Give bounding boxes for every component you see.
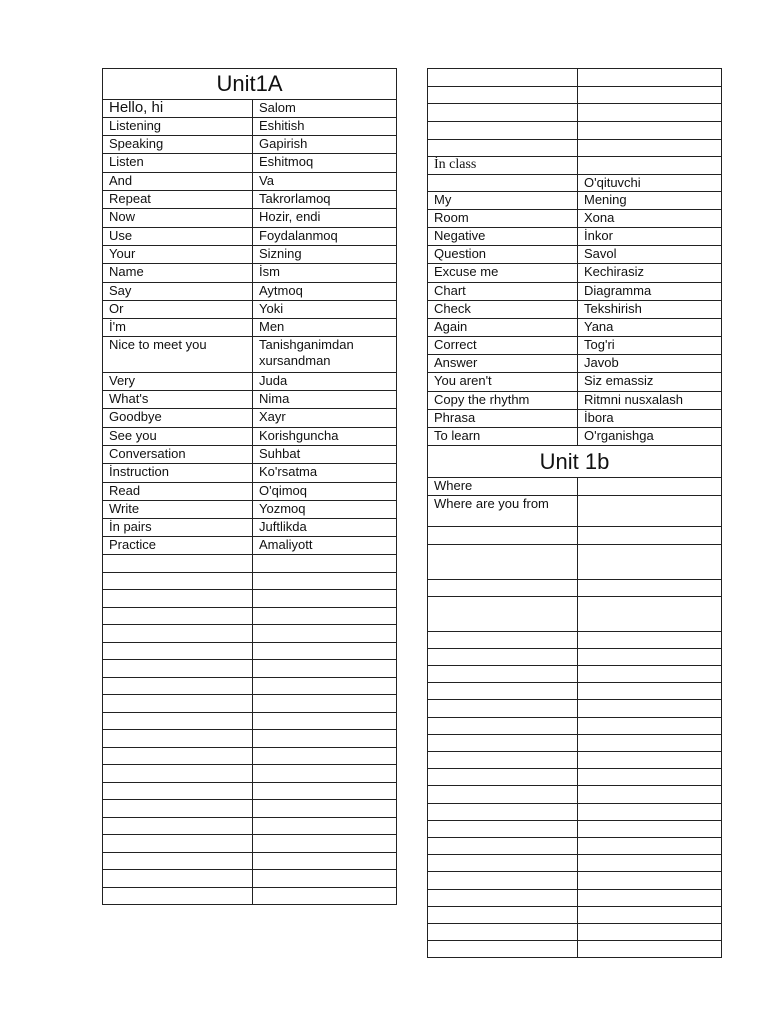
table-row xyxy=(428,649,722,666)
uzbek-translation-cell xyxy=(253,800,397,818)
english-word-cell: Name xyxy=(103,264,253,283)
english-word-cell xyxy=(103,643,253,660)
uzbek-translation-cell xyxy=(578,735,722,752)
table-row xyxy=(103,800,397,818)
table-row xyxy=(103,391,397,409)
english-word-cell: Now xyxy=(103,209,253,228)
table-row xyxy=(428,69,722,87)
english-word-cell: Check xyxy=(428,301,578,319)
table-row xyxy=(103,573,397,590)
uzbek-translation-cell xyxy=(253,695,397,713)
table-row xyxy=(103,154,397,173)
uzbek-translation-cell xyxy=(578,872,722,890)
english-word-cell xyxy=(103,800,253,818)
english-word-cell xyxy=(428,907,578,924)
uzbek-translation-cell: Juftlikda xyxy=(253,519,397,537)
english-word-cell: Hello, hi xyxy=(103,100,253,118)
table-row xyxy=(103,818,397,835)
unit1a-table xyxy=(102,68,397,905)
uzbek-translation-cell xyxy=(253,678,397,695)
english-word-cell xyxy=(428,735,578,752)
english-word-cell xyxy=(103,765,253,783)
table-row xyxy=(103,118,397,136)
english-word-cell xyxy=(428,872,578,890)
uzbek-translation-cell xyxy=(253,660,397,678)
table-row xyxy=(428,104,722,122)
table-row xyxy=(103,409,397,428)
english-word-cell xyxy=(103,888,253,905)
unit1b-title: Unit 1b xyxy=(428,446,722,478)
uzbek-translation-cell xyxy=(253,730,397,748)
english-word-cell xyxy=(103,730,253,748)
english-word-cell: Listen xyxy=(103,154,253,173)
table-row xyxy=(428,786,722,804)
table-row xyxy=(428,527,722,545)
english-word-cell xyxy=(428,924,578,941)
table-row xyxy=(103,191,397,209)
english-word-cell xyxy=(428,597,578,632)
uzbek-translation-cell xyxy=(578,87,722,104)
uzbek-translation-cell xyxy=(578,527,722,545)
uzbek-translation-cell: Yoki xyxy=(253,301,397,319)
uzbek-translation-cell: Diagramma xyxy=(578,283,722,301)
table-row xyxy=(103,228,397,246)
unit1b-table xyxy=(427,68,722,958)
uzbek-translation-cell xyxy=(578,752,722,769)
uzbek-translation-cell: Xona xyxy=(578,210,722,228)
table-row xyxy=(428,355,722,373)
table-row xyxy=(103,173,397,191)
table-row xyxy=(428,264,722,283)
english-word-cell xyxy=(103,678,253,695)
english-word-cell: Conversation xyxy=(103,446,253,464)
uzbek-translation-cell: Hozir, endi xyxy=(253,209,397,228)
english-word-cell: Very xyxy=(103,373,253,391)
english-word-cell: Chart xyxy=(428,283,578,301)
table-row xyxy=(103,246,397,264)
english-word-cell: Or xyxy=(103,301,253,319)
uzbek-translation-cell xyxy=(578,769,722,786)
table-row xyxy=(103,608,397,625)
english-word-cell xyxy=(428,666,578,683)
english-word-cell xyxy=(428,890,578,907)
table-row xyxy=(428,210,722,228)
uzbek-translation-cell: Juda xyxy=(253,373,397,391)
english-word-cell: And xyxy=(103,173,253,191)
english-word-cell xyxy=(428,87,578,104)
uzbek-translation-cell xyxy=(253,748,397,765)
uzbek-translation-cell: Savol xyxy=(578,246,722,264)
uzbek-translation-cell: Gapirish xyxy=(253,136,397,154)
table-row xyxy=(428,580,722,597)
uzbek-translation-cell xyxy=(253,888,397,905)
table-row xyxy=(103,783,397,800)
english-word-cell: Say xyxy=(103,283,253,301)
english-word-cell: Your xyxy=(103,246,253,264)
english-word-cell xyxy=(103,870,253,888)
table-row xyxy=(103,428,397,446)
table-row xyxy=(428,718,722,735)
table-row xyxy=(103,100,397,118)
uzbek-translation-cell xyxy=(253,765,397,783)
table-row xyxy=(428,632,722,649)
english-word-cell: Answer xyxy=(428,355,578,373)
table-row xyxy=(103,483,397,501)
table-row xyxy=(428,175,722,192)
table-row xyxy=(428,769,722,786)
english-word-cell: To learn xyxy=(428,428,578,446)
english-word-cell xyxy=(428,104,578,122)
table-row xyxy=(103,835,397,853)
english-word-cell xyxy=(428,545,578,580)
english-word-cell: Goodbye xyxy=(103,409,253,428)
english-word-cell xyxy=(428,855,578,872)
table-row xyxy=(428,735,722,752)
table-row xyxy=(103,209,397,228)
uzbek-translation-cell xyxy=(578,838,722,855)
uzbek-translation-cell xyxy=(578,890,722,907)
english-word-cell: İn class xyxy=(428,157,578,175)
english-word-cell xyxy=(428,718,578,735)
unit1b-title-section xyxy=(428,446,722,478)
english-word-cell: Copy the rhythm xyxy=(428,392,578,410)
uzbek-translation-cell xyxy=(253,713,397,730)
uzbek-translation-cell: İsm xyxy=(253,264,397,283)
english-word-cell: Listening xyxy=(103,118,253,136)
uzbek-translation-cell: Xayr xyxy=(253,409,397,428)
table-row xyxy=(428,301,722,319)
english-word-cell: İ'm xyxy=(103,319,253,337)
english-word-cell xyxy=(428,175,578,192)
uzbek-translation-cell: Tog'ri xyxy=(578,337,722,355)
uzbek-translation-cell: Eshitish xyxy=(253,118,397,136)
table-row xyxy=(103,337,397,373)
uzbek-translation-cell: Sizning xyxy=(253,246,397,264)
uzbek-translation-cell: Va xyxy=(253,173,397,191)
uzbek-translation-cell xyxy=(253,783,397,800)
english-word-cell xyxy=(103,853,253,870)
english-word-cell: Question xyxy=(428,246,578,264)
uzbek-translation-cell: O'qimoq xyxy=(253,483,397,501)
english-word-cell: Correct xyxy=(428,337,578,355)
english-word-cell: Where xyxy=(428,478,578,496)
unit1b-top-body xyxy=(428,69,722,446)
table-row xyxy=(428,838,722,855)
english-word-cell xyxy=(103,783,253,800)
table-row xyxy=(103,537,397,555)
english-word-cell xyxy=(103,573,253,590)
uzbek-translation-cell xyxy=(578,140,722,157)
uzbek-translation-cell xyxy=(253,608,397,625)
unit1a-title: Unit1A xyxy=(103,69,397,100)
uzbek-translation-cell: Takrorlamoq xyxy=(253,191,397,209)
uzbek-translation-cell xyxy=(253,870,397,888)
english-word-cell: Room xyxy=(428,210,578,228)
table-row xyxy=(428,283,722,301)
table-row xyxy=(103,446,397,464)
table-row xyxy=(428,700,722,718)
table-row xyxy=(428,246,722,264)
table-row xyxy=(428,319,722,337)
table-row xyxy=(103,643,397,660)
uzbek-translation-cell xyxy=(578,157,722,175)
uzbek-translation-cell: Mening xyxy=(578,192,722,210)
english-word-cell: Where are you from xyxy=(428,496,578,527)
table-row xyxy=(428,157,722,175)
table-row xyxy=(428,373,722,392)
table-row xyxy=(103,501,397,519)
english-word-cell xyxy=(428,527,578,545)
uzbek-translation-cell: Suhbat xyxy=(253,446,397,464)
uzbek-translation-cell xyxy=(253,573,397,590)
uzbek-translation-cell xyxy=(253,835,397,853)
uzbek-translation-cell xyxy=(578,855,722,872)
english-word-cell xyxy=(103,835,253,853)
uzbek-translation-cell: Aytmoq xyxy=(253,283,397,301)
english-word-cell: Practice xyxy=(103,537,253,555)
table-row xyxy=(428,87,722,104)
table-row xyxy=(103,136,397,154)
uzbek-translation-cell: Nima xyxy=(253,391,397,409)
english-word-cell: Write xyxy=(103,501,253,519)
uzbek-translation-cell xyxy=(578,496,722,527)
uzbek-translation-cell: O'rganishga xyxy=(578,428,722,446)
uzbek-translation-cell: Javob xyxy=(578,355,722,373)
table-row xyxy=(103,555,397,573)
uzbek-translation-cell xyxy=(578,924,722,941)
uzbek-translation-cell xyxy=(578,683,722,700)
english-word-cell: Speaking xyxy=(103,136,253,154)
uzbek-translation-cell xyxy=(578,122,722,140)
uzbek-translation-cell xyxy=(578,666,722,683)
uzbek-translation-cell xyxy=(578,700,722,718)
english-word-cell xyxy=(103,748,253,765)
table-row xyxy=(103,660,397,678)
uzbek-translation-cell xyxy=(578,478,722,496)
table-row xyxy=(103,765,397,783)
english-word-cell: See you xyxy=(103,428,253,446)
table-row xyxy=(428,597,722,632)
english-word-cell: What's xyxy=(103,391,253,409)
english-word-cell: My xyxy=(428,192,578,210)
uzbek-translation-cell: Eshitmoq xyxy=(253,154,397,173)
english-word-cell: Phrasa xyxy=(428,410,578,428)
uzbek-translation-cell: Yana xyxy=(578,319,722,337)
uzbek-translation-cell: Foydalanmoq xyxy=(253,228,397,246)
uzbek-translation-cell: Kechirasiz xyxy=(578,264,722,283)
table-row xyxy=(103,713,397,730)
english-word-cell: Use xyxy=(103,228,253,246)
uzbek-translation-cell: Salom xyxy=(253,100,397,118)
english-word-cell xyxy=(103,818,253,835)
uzbek-translation-cell xyxy=(253,818,397,835)
uzbek-translation-cell xyxy=(578,649,722,666)
table-row xyxy=(428,855,722,872)
table-row xyxy=(428,122,722,140)
english-word-cell xyxy=(428,769,578,786)
table-row xyxy=(103,625,397,643)
table-row xyxy=(428,496,722,527)
english-word-cell: Excuse me xyxy=(428,264,578,283)
table-row xyxy=(103,319,397,337)
english-word-cell: Nice to meet you xyxy=(103,337,253,373)
table-row xyxy=(428,337,722,355)
uzbek-translation-cell: İbora xyxy=(578,410,722,428)
english-word-cell: İnstruction xyxy=(103,464,253,483)
uzbek-translation-cell xyxy=(578,580,722,597)
uzbek-translation-cell: İnkor xyxy=(578,228,722,246)
uzbek-translation-cell xyxy=(578,104,722,122)
uzbek-translation-cell xyxy=(253,590,397,608)
table-row xyxy=(428,683,722,700)
table-row xyxy=(428,907,722,924)
table-row xyxy=(428,872,722,890)
english-word-cell xyxy=(428,140,578,157)
english-word-cell xyxy=(103,590,253,608)
table-row xyxy=(103,888,397,905)
uzbek-translation-cell xyxy=(578,804,722,821)
uzbek-translation-cell xyxy=(578,545,722,580)
english-word-cell xyxy=(428,580,578,597)
uzbek-translation-cell xyxy=(578,907,722,924)
english-word-cell: Read xyxy=(103,483,253,501)
uzbek-translation-cell xyxy=(578,821,722,838)
uzbek-translation-cell xyxy=(578,941,722,958)
unit1a-title-row xyxy=(103,69,397,100)
english-word-cell xyxy=(428,941,578,958)
table-row xyxy=(103,853,397,870)
table-row xyxy=(103,373,397,391)
table-row xyxy=(103,590,397,608)
uzbek-translation-cell xyxy=(253,625,397,643)
english-word-cell xyxy=(428,683,578,700)
english-word-cell xyxy=(103,713,253,730)
uzbek-translation-cell xyxy=(253,853,397,870)
english-word-cell xyxy=(103,660,253,678)
english-word-cell xyxy=(428,700,578,718)
english-word-cell xyxy=(428,786,578,804)
uzbek-translation-cell xyxy=(578,69,722,87)
table-row xyxy=(428,666,722,683)
english-word-cell xyxy=(428,632,578,649)
table-row xyxy=(103,730,397,748)
english-word-cell: Repeat xyxy=(103,191,253,209)
english-word-cell xyxy=(103,695,253,713)
uzbek-translation-cell: Ko'rsatma xyxy=(253,464,397,483)
english-word-cell xyxy=(103,555,253,573)
english-word-cell xyxy=(103,608,253,625)
english-word-cell xyxy=(428,649,578,666)
uzbek-translation-cell: Siz emassiz xyxy=(578,373,722,392)
table-row xyxy=(428,821,722,838)
table-row xyxy=(428,924,722,941)
english-word-cell xyxy=(428,838,578,855)
table-row xyxy=(428,428,722,446)
table-row xyxy=(103,264,397,283)
english-word-cell xyxy=(428,122,578,140)
uzbek-translation-cell: Korishguncha xyxy=(253,428,397,446)
uzbek-translation-cell xyxy=(578,786,722,804)
table-row xyxy=(103,678,397,695)
english-word-cell: You aren't xyxy=(428,373,578,392)
uzbek-translation-cell xyxy=(253,643,397,660)
table-row xyxy=(103,301,397,319)
english-word-cell: Again xyxy=(428,319,578,337)
table-row xyxy=(428,752,722,769)
table-row xyxy=(103,283,397,301)
uzbek-translation-cell: Tekshirish xyxy=(578,301,722,319)
table-row xyxy=(103,870,397,888)
unit1b-bottom-body xyxy=(428,478,722,958)
table-row xyxy=(428,478,722,496)
uzbek-translation-cell: Amaliyott xyxy=(253,537,397,555)
uzbek-translation-cell xyxy=(578,718,722,735)
table-row xyxy=(428,804,722,821)
english-word-cell: Negative xyxy=(428,228,578,246)
table-row xyxy=(428,410,722,428)
english-word-cell xyxy=(428,69,578,87)
unit1b-title-row xyxy=(428,446,722,478)
english-word-cell xyxy=(103,625,253,643)
table-row xyxy=(103,748,397,765)
table-row xyxy=(103,695,397,713)
uzbek-translation-cell: Men xyxy=(253,319,397,337)
english-word-cell xyxy=(428,752,578,769)
table-row xyxy=(428,228,722,246)
unit1a-table-body xyxy=(103,69,397,905)
table-row xyxy=(103,519,397,537)
table-row xyxy=(428,192,722,210)
uzbek-translation-cell: Tanishganimdan xursandman xyxy=(253,337,397,373)
table-row xyxy=(428,941,722,958)
english-word-cell xyxy=(428,821,578,838)
uzbek-translation-cell xyxy=(253,555,397,573)
table-row xyxy=(428,545,722,580)
table-row xyxy=(428,890,722,907)
english-word-cell xyxy=(428,804,578,821)
uzbek-translation-cell xyxy=(578,597,722,632)
english-word-cell: İn pairs xyxy=(103,519,253,537)
uzbek-translation-cell: O'qituvchi xyxy=(578,175,722,192)
uzbek-translation-cell: Yozmoq xyxy=(253,501,397,519)
table-row xyxy=(428,392,722,410)
table-row xyxy=(103,464,397,483)
uzbek-translation-cell xyxy=(578,632,722,649)
table-row xyxy=(428,140,722,157)
uzbek-translation-cell: Ritmni nusxalash xyxy=(578,392,722,410)
